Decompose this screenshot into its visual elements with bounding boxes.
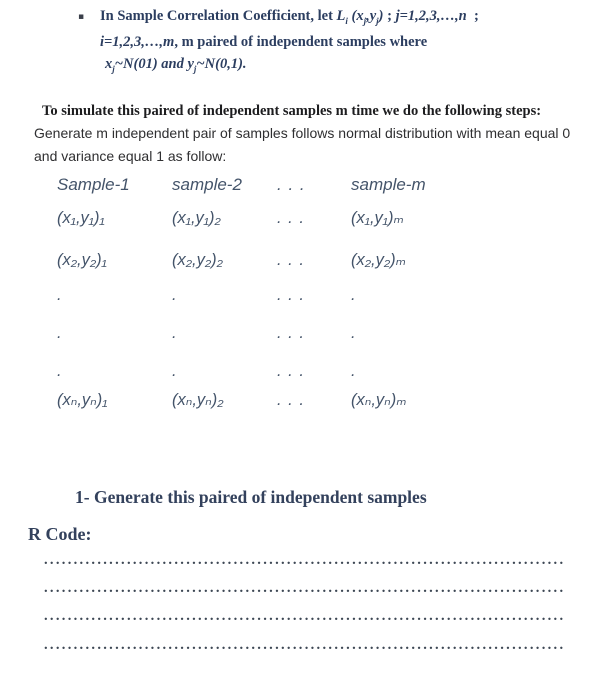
sample-cell: . . . [277, 391, 305, 409]
column-header-row [57, 174, 501, 196]
text-segment: (x [347, 8, 364, 24]
steps-body-line-1: Generate m independent pair of samples follows normal distribution with mean equal 0 [34, 125, 571, 141]
text-segment: y [187, 55, 194, 72]
sample-cell: . . . [277, 362, 305, 380]
bullet-note-text [100, 6, 520, 80]
text-segment: j [376, 15, 379, 26]
text-segment: x [105, 55, 113, 72]
sample-cell: . [172, 324, 177, 342]
text-segment: ) [378, 8, 384, 24]
steps-title: To simulate this paired of independent samples m time we do the following steps: [42, 103, 542, 119]
answer-dotted-line: ........................................................................................ [44, 608, 566, 624]
sample-row [57, 250, 501, 270]
bullet-note-line-1 [100, 6, 520, 32]
text-segment: ~N(0,1). [196, 55, 247, 72]
text-segment: j [193, 63, 197, 74]
bullet-note [78, 6, 520, 80]
sample-cell: . [57, 324, 62, 342]
text-segment: , m paired of independent samples where [174, 34, 428, 51]
sample-cell: (x₁,y₁)ₘ [351, 209, 404, 227]
sample-cell: . [351, 324, 356, 342]
bullet-note-line-2 [100, 32, 520, 54]
bullet-note-line-3 [100, 54, 520, 80]
column-header-cell: sample-2 [172, 175, 242, 194]
text-segment: ,y [366, 8, 377, 24]
text-segment: i [345, 15, 348, 26]
steps-intro [34, 101, 589, 167]
sample-row [57, 324, 501, 343]
answer-dotted-line: ........................................................................................ [44, 552, 566, 568]
sample-cell: (xₙ,yₙ)₁ [57, 391, 108, 409]
sample-cell: . [57, 286, 62, 304]
sample-cell: (xₙ,yₙ)₂ [172, 391, 224, 409]
answer-dotted-line: ........................................................................................ [44, 637, 566, 653]
sample-cell: (x₂,y₂)ₘ [351, 251, 406, 269]
sample-cell: . . . [277, 251, 305, 269]
sample-cell: . [57, 362, 62, 380]
sample-row [57, 390, 501, 410]
exercise-heading: 1- Generate this paired of independent samples [75, 487, 427, 507]
sample-cell: (x₂,y₂)₁ [57, 251, 107, 269]
sample-cell: (xₙ,yₙ)ₘ [351, 391, 407, 409]
sample-cell: . . . [277, 209, 305, 227]
text-segment: ~N(01) and [114, 55, 188, 72]
text-segment: In Sample Correlation Coefficient, let [100, 8, 337, 24]
text-segment: j=1,2,3,…,n [395, 8, 467, 24]
sample-cell: . [351, 286, 356, 304]
text-segment: ; [383, 8, 396, 24]
sample-row [57, 362, 501, 381]
sample-cell: (x₁,y₁)₁ [57, 209, 105, 227]
sample-row [57, 208, 501, 228]
sample-cell: . . . [277, 286, 305, 304]
rcode-label: R Code: [28, 524, 92, 544]
sample-row [57, 286, 501, 305]
text-segment: j [363, 15, 367, 26]
text-segment: i=1,2,3,…,m [100, 34, 175, 51]
text-segment: L [336, 8, 346, 24]
sample-cell: (x₁,y₁)₂ [172, 209, 221, 227]
sample-cell: . [351, 362, 356, 380]
sample-cell: (x₂,y₂)₂ [172, 251, 223, 269]
answer-dotted-line: ........................................................................................ [44, 580, 566, 596]
steps-body-line-2: and variance equal 1 as follow: [34, 147, 227, 164]
text-segment: j [112, 63, 115, 74]
sample-cell: . [172, 362, 177, 380]
column-header-cell: . . . [277, 175, 306, 194]
bullet-icon: ▪ [78, 12, 85, 22]
column-header-cell: sample-m [351, 175, 426, 194]
text-segment: ; [466, 8, 479, 24]
sample-cell: . [172, 286, 177, 304]
column-header-cell: Sample-1 [57, 175, 130, 194]
sample-cell: . . . [277, 324, 305, 342]
